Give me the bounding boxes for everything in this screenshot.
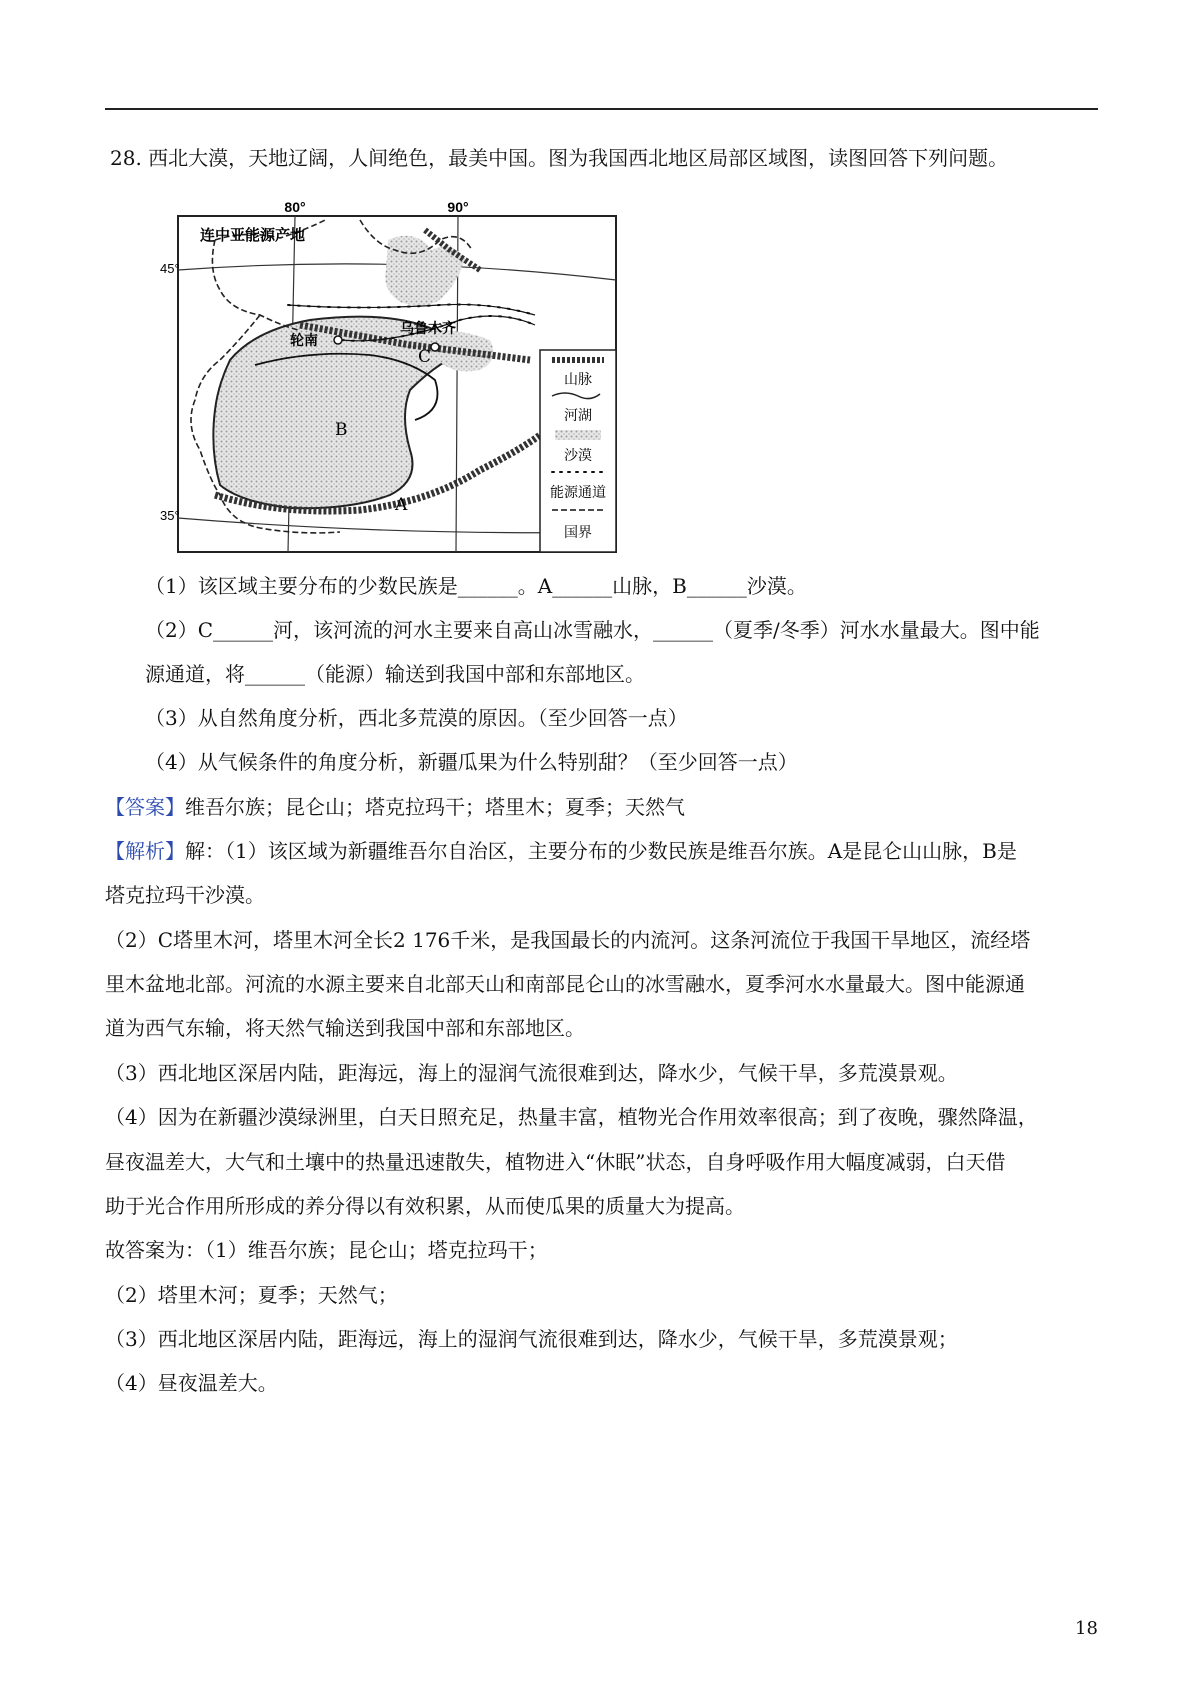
summary-2: （2）塔里木河；夏季；天然气；	[105, 1283, 398, 1307]
analysis-line2: 塔克拉玛干沙漠。	[105, 883, 265, 907]
header-rule	[105, 108, 1098, 110]
label-b: B	[335, 420, 348, 440]
summary-intro: 故答案为：（1）维吾尔族；昆仑山；塔克拉玛干；	[105, 1238, 548, 1262]
summary-4: （4）昼夜温差大。	[105, 1371, 278, 1395]
page-number: 18	[1075, 1618, 1098, 1639]
northwest-china-map	[160, 199, 645, 555]
sub-question-2-line2: 源通道，将______（能源）输送到我国中部和东部地区。	[145, 662, 645, 686]
sub-question-3: （3）从自然角度分析，西北多荒漠的原因。（至少回答一点）	[145, 706, 688, 730]
analysis-p2-line3: 道为西气东输，将天然气输送到我国中部和东部地区。	[105, 1016, 585, 1040]
lunnan-label: 轮南	[290, 333, 318, 349]
sub-question-2-line1: （2）C______河，该河流的河水主要来自高山冰雪融水，______（夏季/冬季）河水水量最大。图中能	[145, 618, 1040, 642]
urumqi-marker	[431, 343, 439, 351]
answer-tag: 【答案】	[105, 795, 185, 819]
analysis-p2-line1: （2）C塔里木河，塔里木河全长2 176千米，是我国最长的内流河。这条河流位于我国干旱地区，流经塔	[105, 928, 1031, 952]
lat-label-45: 45°	[160, 261, 180, 276]
analysis-p4-line1: （4）因为在新疆沙漠绿洲里，白天日照充足，热量丰富，植物光合作用效率很高；到了夜晚，骤然降温，	[105, 1105, 1038, 1129]
legend-river: 河湖	[564, 408, 592, 424]
label-c: C	[418, 347, 432, 367]
answer-line	[105, 793, 685, 821]
lon-label-80: 80°	[284, 199, 306, 215]
analysis-tag: 【解析】	[105, 839, 185, 863]
analysis-line1	[105, 837, 1017, 865]
legend-desert-icon	[555, 430, 601, 440]
analysis-p3: （3）西北地区深居内陆，距海远，海上的湿润气流很难到达，降水少，气候干旱，多荒漠景观。	[105, 1061, 958, 1085]
question-stem: 28. 西北大漠，天地辽阔，人间绝色，最美中国。图为我国西北地区局部区域图，读图回答下列问题。	[110, 146, 1009, 170]
lon-label-90: 90°	[447, 199, 469, 215]
legend-mountain: 山脉	[564, 372, 592, 388]
answer-text: 维吾尔族；昆仑山；塔克拉玛干；塔里木；夏季；天然气	[185, 795, 685, 819]
lunnan-marker	[334, 336, 342, 344]
urumqi-label: 乌鲁木齐	[400, 321, 456, 337]
sub-question-1: （1）该区域主要分布的少数民族是______。A______山脉，B______沙漠。	[145, 574, 807, 598]
legend-border: 国界	[564, 525, 592, 541]
analysis-p4-line2: 昼夜温差大，大气和土壤中的热量迅速散失，植物进入“休眠”状态，自身呼吸作用大幅度减弱，白天借	[105, 1150, 1006, 1174]
legend-desert: 沙漠	[564, 448, 592, 464]
lat-label-35: 35°	[160, 508, 180, 523]
sub-question-4: （4）从气候条件的角度分析，新疆瓜果为什么特别甜？（至少回答一点）	[145, 750, 798, 774]
energy-source-label: 连中亚能源产地	[200, 226, 306, 244]
legend-energy: 能源通道	[550, 485, 606, 501]
analysis-p2-line2: 里木盆地北部。河流的水源主要来自北部天山和南部昆仑山的冰雪融水，夏季河水水量最大。图中能源通	[105, 972, 1025, 996]
summary-3: （3）西北地区深居内陆，距海远，海上的湿润气流很难到达，降水少，气候干旱，多荒漠景观；	[105, 1327, 958, 1351]
analysis-text-1: 解：（1）该区域为新疆维吾尔自治区，主要分布的少数民族是维吾尔族。A是昆仑山山脉，B是	[185, 839, 1017, 863]
analysis-p4-line3: 助于光合作用所形成的养分得以有效积累，从而使瓜果的质量大为提高。	[105, 1194, 745, 1218]
label-a: A	[395, 495, 408, 515]
